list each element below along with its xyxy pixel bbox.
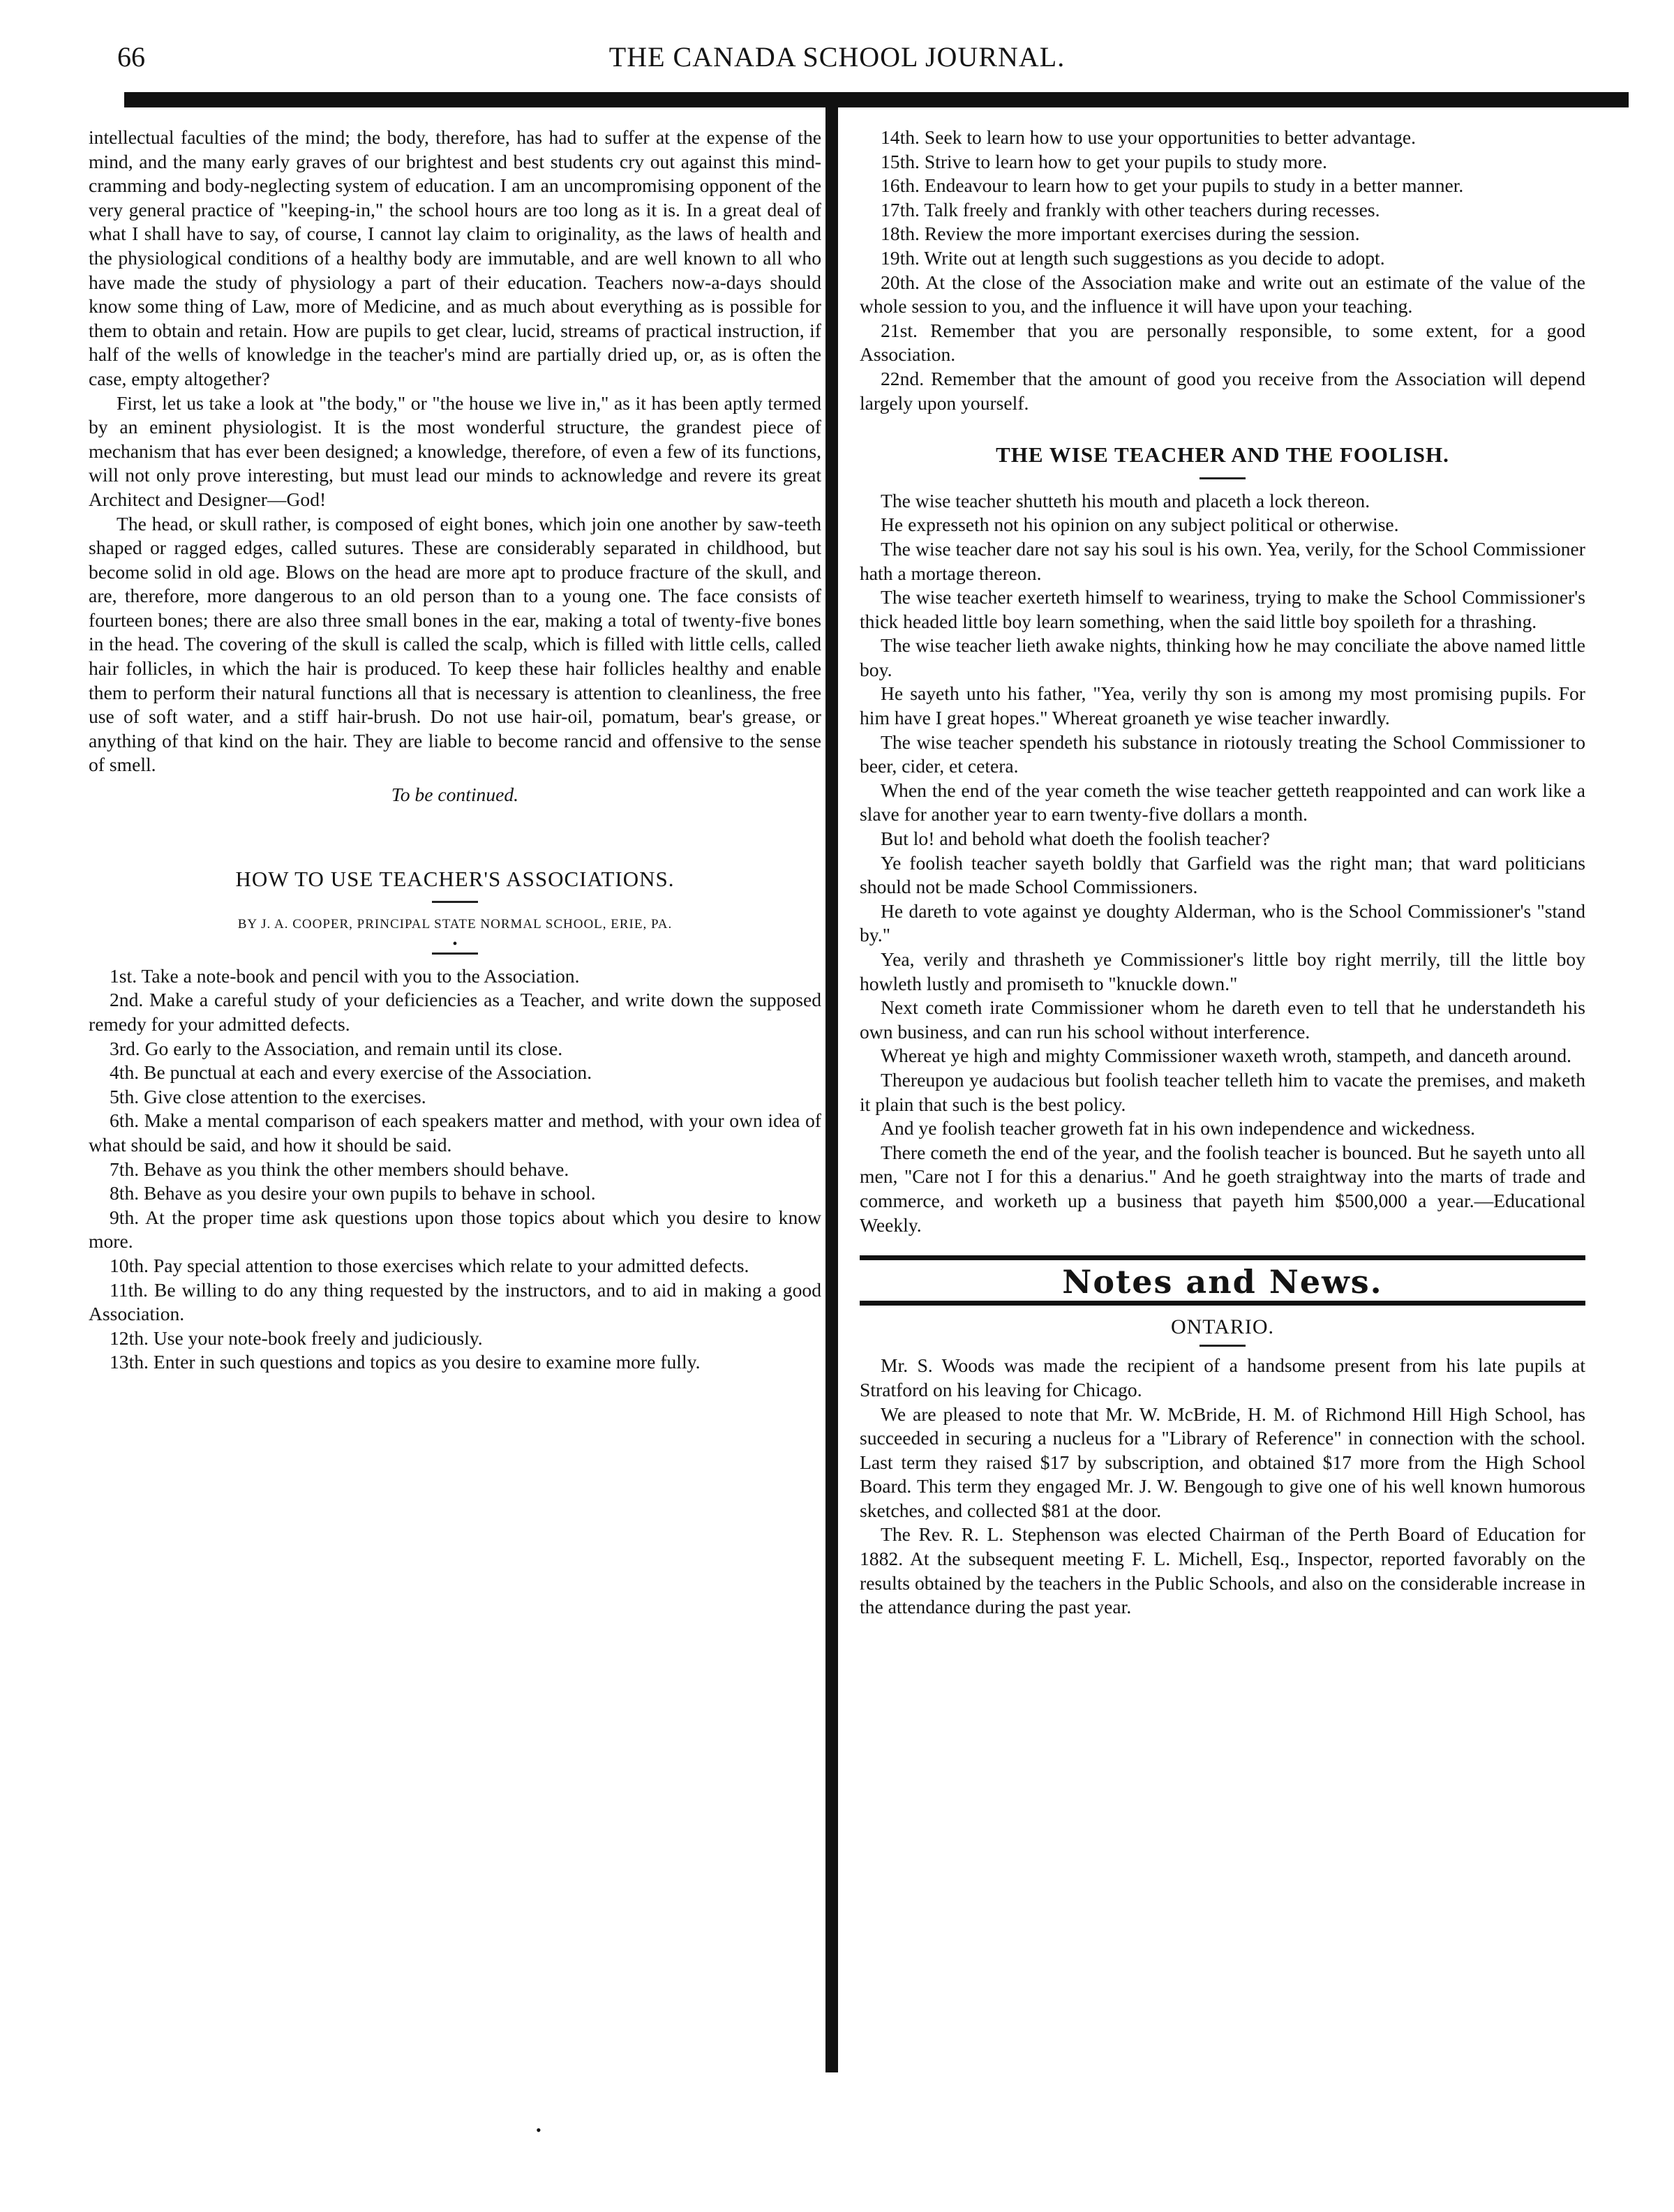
list-item: 4th. Be punctual at each and every exercise of the Association. bbox=[110, 1061, 592, 1084]
print-mark: • bbox=[536, 2121, 541, 2139]
story-paragraph: The wise teacher spendeth his substance in riotously treating the School Commissioner to beer, cider, et cetera. bbox=[860, 731, 1585, 777]
article-paragraph: intellectual faculties of the mind; the body, therefore, has had to suffer at the expense of the mind, and the many early graves of our brightest and best students cry out against this mind-cramming and body-neglecting system of education. I am an uncompromising opponent of the very general practice of "keeping-in," the school hours are too long as it is. In a great deal of what I shall have to say, of course, I cannot lay claim to originality, as the laws of health and the physiological conditions of a healthy body are immutable, and are well known to all who have made the study of physiology a part of their education. Teachers now-a-days should know some thing of Law, more of Medicine, and as much about everything as is possible for them to obtain and retain. How are pupils to get clear, lucid, streams of practical instruction, if half of the wells of knowledge in the teacher's mind are partially dried up, or, as is often the case, empty altogether? bbox=[89, 126, 821, 389]
column-divider-rule bbox=[825, 98, 838, 2072]
article-paragraph: The head, or skull rather, is composed of eight bones, which join one another by saw-teeth shaped or ragged edges, called sutures. These are considerably separated in childhood, but become solid in old age. Blows on the head are more apt to produce fracture of the skull, and are, therefore, more dangerous to an old person than to a young one. The face consists of fourteen bones; there are also three small bones in the ear, making a total of twenty-five bones in the head. The covering of the skull is called the scalp, which is filled with little cells, called hair follicles, in which the hair is produced. To keep these hair follicles healthy and enable them to perform their natural functions all that is necessary is attention to cleanliness, the free use of soft water, and a stiff hair-brush. Do not use hair-oil, pomatum, bear's grease, or anything of that kind on the hair. They are liable to become rancid and offensive to the sense of smell. bbox=[89, 512, 821, 776]
list-item: 1st. Take a note-book and pencil with you to the Association. bbox=[110, 964, 580, 987]
section-title-associations: HOW TO USE TEACHER'S ASSOCIATIONS. bbox=[235, 866, 675, 891]
right-column bbox=[860, 126, 1585, 1620]
story-paragraph: And ye foolish teacher groweth fat in his own independence and wickedness. bbox=[881, 1117, 1476, 1139]
list-item: 6th. Make a mental comparison of each speakers matter and method, with your own idea of what should be said, and how it should be said. bbox=[89, 1109, 821, 1156]
head-rule bbox=[124, 92, 1629, 107]
list-item: 3rd. Go early to the Association, and remain until its close. bbox=[110, 1037, 563, 1059]
list-item: 21st. Remember that you are personally responsible, to some extent, for a good Association. bbox=[860, 319, 1585, 366]
news-paragraph: We are pleased to note that Mr. W. McBride, H. M. of Richmond Hill High School, has succeeded in securing a nucleus for a "Library of Reference" in connection with the school. Last term they raised $17 by subscription, and obtained $17 more from the High School Board. This term they engaged Mr. J. W. Bengough to give one of his well known humorous sketches, and collected $81 at the door. bbox=[860, 1403, 1585, 1521]
news-paragraph: Mr. S. Woods was made the recipient of a handsome present from his late pupils at Stratford on his leaving for Chicago. bbox=[860, 1354, 1585, 1400]
list-item: 20th. At the close of the Association make and write out an estimate of the value of the whole session to you, and the influence it will have upon your teaching. bbox=[860, 271, 1585, 317]
list-item: 19th. Write out at length such suggestions as you decide to adopt. bbox=[881, 246, 1385, 269]
list-item: 13th. Enter in such questions and topics as you desire to examine more fully. bbox=[110, 1351, 701, 1373]
section-title-wise-teacher: THE WISE TEACHER AND THE FOOLISH. bbox=[996, 442, 1449, 468]
list-item: 5th. Give close attention to the exercises. bbox=[110, 1085, 426, 1107]
page-number: 66 bbox=[117, 41, 145, 73]
title-rule bbox=[432, 952, 478, 955]
list-item: 16th. Endeavour to learn how to get your pupils to study in a better manner. bbox=[881, 174, 1464, 197]
story-paragraph: Whereat ye high and mighty Commissioner waxeth wroth, stampeth, and danceth around. bbox=[881, 1045, 1572, 1067]
story-paragraph: The wise teacher exerteth himself to weariness, trying to make the School Commissioner's thick headed little boy learn something, when the said little boy spoileth for a thrashing. bbox=[860, 586, 1585, 632]
title-rule bbox=[432, 901, 478, 903]
title-rule bbox=[1200, 1345, 1246, 1347]
story-paragraph: The wise teacher shutteth his mouth and placeth a lock thereon. bbox=[881, 489, 1370, 511]
story-paragraph: But lo! and behold what doeth the foolish teacher? bbox=[881, 828, 1270, 850]
list-item: 10th. Pay special attention to those exercises which relate to your admitted defects. bbox=[110, 1254, 749, 1276]
to-be-continued: To be continued. bbox=[391, 784, 519, 806]
story-paragraph: He expresseth not his opinion on any subject political or otherwise. bbox=[881, 514, 1399, 536]
story-paragraph: The wise teacher dare not say his soul is his own. Yea, verily, for the School Commissioner hath a mortage thereon. bbox=[860, 537, 1585, 584]
title-rule bbox=[1200, 477, 1246, 479]
article-paragraph: First, let us take a look at "the body," or "the house we live in," as it has been aptly termed by an eminent physiologist. It is the most wonderful structure, the grandest piece of mechanism that has ever been designed; a knowledge, therefore, of even a few of its functions, will not only prove interesting, but must lead our minds to acknowledge and revere its great Architect and Designer—God! bbox=[89, 391, 821, 510]
notes-and-news-title: Notes and News. bbox=[1062, 1263, 1383, 1301]
story-paragraph: He sayeth unto his father, "Yea, verily thy son is among my most promising pupils. For him have I great hopes." Whereat groaneth ye wise teacher inwardly. bbox=[860, 682, 1585, 729]
list-item: 2nd. Make a careful study of your deficiencies as a Teacher, and write down the supposed remedy for your admitted defects. bbox=[89, 989, 821, 1035]
list-item: 17th. Talk freely and frankly with other teachers during recesses. bbox=[881, 198, 1380, 221]
story-paragraph: There cometh the end of the year, and the foolish teacher is bounced. But he sayeth unto all men, "Care not I for this a denarius." And he goeth straightway into the marts of trade and commerce, and worketh up a business that payeth him $500,000 a year.—Educational Weekly. bbox=[860, 1141, 1585, 1236]
list-item: 15th. Strive to learn how to get your pupils to study more. bbox=[881, 150, 1327, 172]
list-item: 12th. Use your note-book freely and judiciously. bbox=[110, 1327, 483, 1349]
story-paragraph: The wise teacher lieth awake nights, thinking how he may conciliate the above named little boy. bbox=[860, 634, 1585, 680]
list-item: 22nd. Remember that the amount of good you receive from the Association will depend largely upon yourself. bbox=[860, 367, 1585, 414]
story-paragraph: When the end of the year cometh the wise teacher getteth reappointed and can work like a slave for another year to earn twenty-five dollars a month. bbox=[860, 779, 1585, 825]
list-item: 14th. Seek to learn how to use your opportunities to better advantage. bbox=[881, 126, 1417, 148]
notes-and-news-banner bbox=[860, 1255, 1585, 1306]
story-paragraph: Ye foolish teacher sayeth boldly that Garfield was the right man; that ward politicians should not be made School Commissioners. bbox=[860, 851, 1585, 898]
list-item: 18th. Review the more important exercises during the session. bbox=[881, 223, 1360, 245]
list-item: 9th. At the proper time ask questions upon those topics about which you desire to know more. bbox=[89, 1206, 821, 1253]
story-paragraph: Yea, verily and thrasheth ye Commissioner's little boy right merrily, till the little boy howleth lustly and promiseth to "knuckle down." bbox=[860, 948, 1585, 994]
byline: BY J. A. COOPER, PRINCIPAL STATE NORMAL SCHOOL, ERIE, PA. bbox=[237, 917, 673, 932]
region-heading-ontario: ONTARIO. bbox=[1170, 1315, 1275, 1338]
story-paragraph: Thereupon ye audacious but foolish teacher telleth him to vacate the premises, and maketh it plain that such is the best policy. bbox=[860, 1068, 1585, 1115]
story-paragraph: He dareth to vote against ye doughty Alderman, who is the School Commissioner's "stand by." bbox=[860, 899, 1585, 946]
list-item: 7th. Behave as you think the other members should behave. bbox=[110, 1158, 569, 1180]
left-column bbox=[89, 126, 821, 1375]
list-item: 8th. Behave as you desire your own pupils to behave in school. bbox=[110, 1182, 596, 1204]
news-paragraph: The Rev. R. L. Stephenson was elected Chairman of the Perth Board of Education for 1882. At the subsequent meeting F. L. Michell, Esq., Inspector, reported favorably on the results obtained by the teachers in the Public Schools, and also on the considerable increase in the attendance during the past year. bbox=[860, 1523, 1585, 1618]
story-paragraph: Next cometh irate Commissioner whom he dareth even to tell that he understandeth his own business, and can run his school without interference. bbox=[860, 996, 1585, 1043]
running-head: THE CANADA SCHOOL JOURNAL. bbox=[608, 41, 1066, 73]
list-item: 11th. Be willing to do any thing requested by the instructors, and to aid in making a good Association. bbox=[89, 1278, 821, 1325]
ornament-dot: • bbox=[452, 936, 458, 952]
